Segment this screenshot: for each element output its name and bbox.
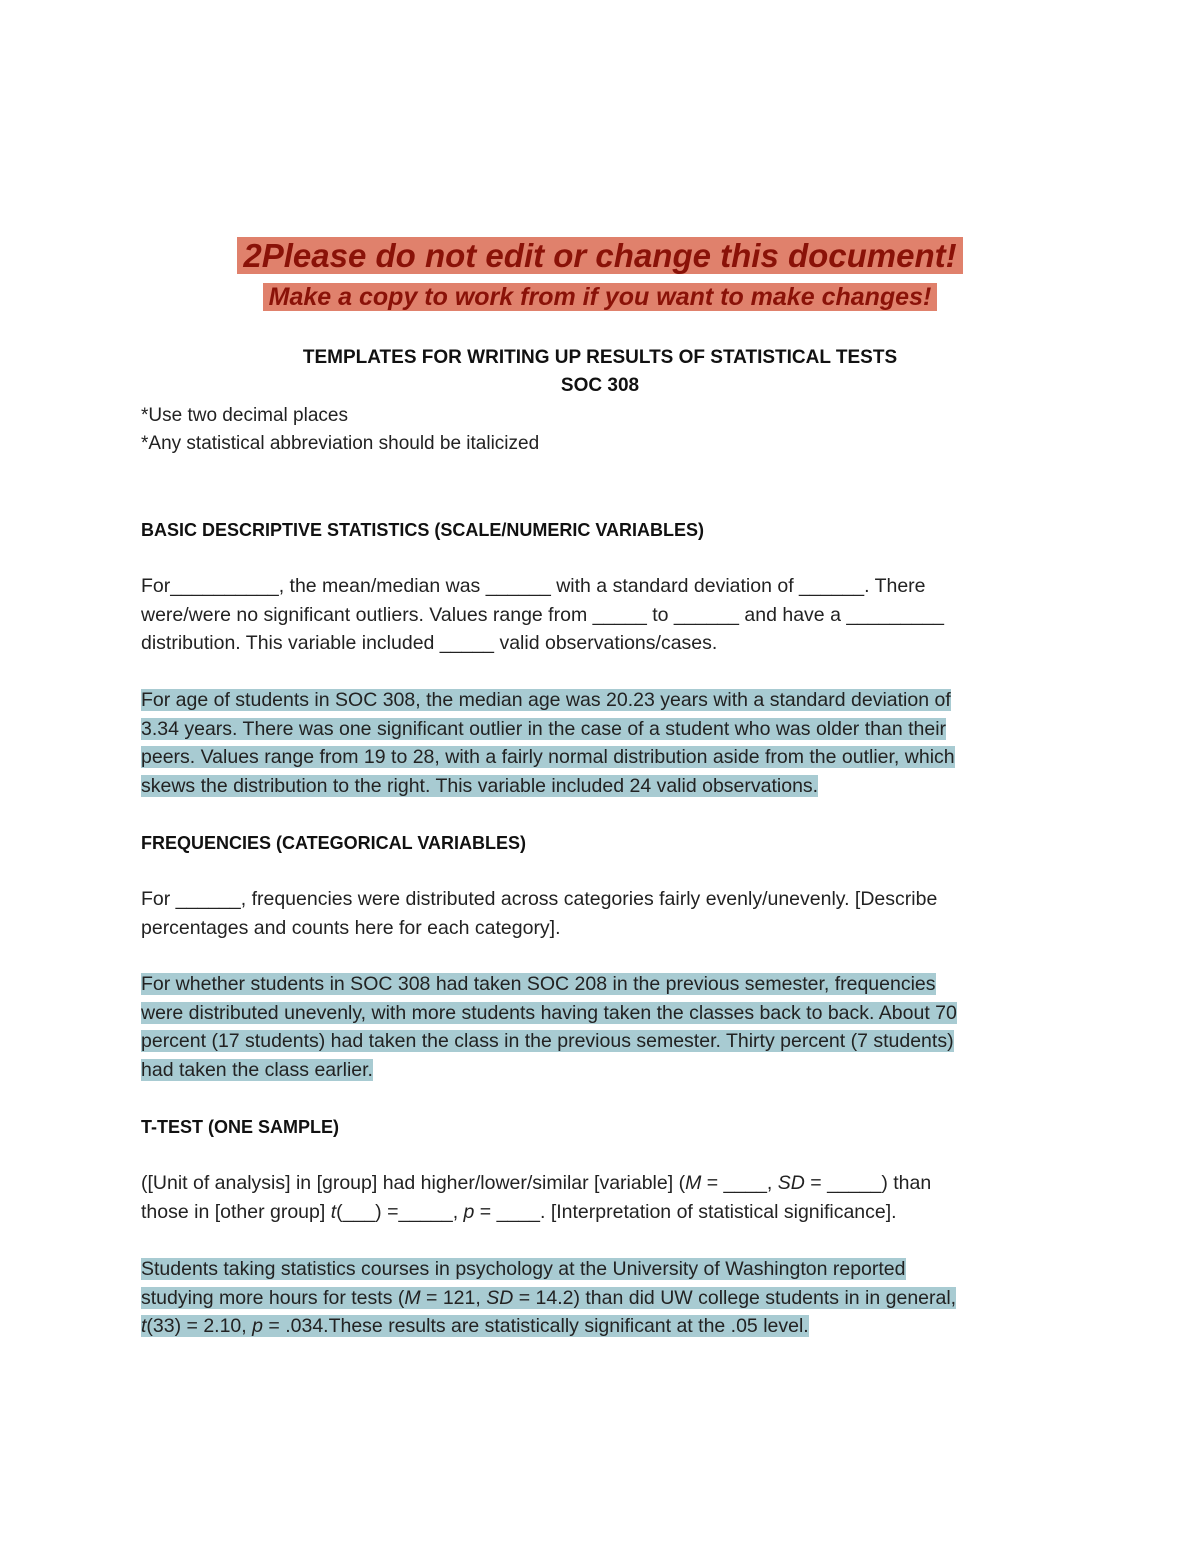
descriptive-example (141, 686, 1061, 800)
note-italicize: *Any statistical abbreviation should be italicized (141, 433, 540, 454)
heading-descriptive-statistics: BASIC DESCRIPTIVE STATISTICS (SCALE/NUMERIC VARIABLES) (141, 520, 705, 540)
note-decimal-places: *Use two decimal places (141, 405, 348, 426)
course-code: SOC 308 (560, 375, 640, 396)
template-line: percentages and counts here for each category]. (141, 916, 561, 939)
heading-t-test: T-TEST (ONE SAMPLE) (141, 1117, 339, 1137)
example-line: 3.34 years. There was one significant outlier in the case of a student who was older than their (141, 717, 947, 740)
warning-banner-line1 (0, 236, 1200, 276)
descriptive-template (141, 572, 1061, 658)
template-line: ([Unit of analysis] in [group] had higher/lower/similar [variable] (M = ____, SD = _____) than (141, 1172, 932, 1194)
template-line: distribution. This variable included _____ valid observations/cases. (141, 632, 718, 655)
example-line: t(33) = 2.10, p = .034.These results are statistically significant at the .05 level. (141, 1315, 809, 1338)
ttest-template (141, 1169, 1061, 1226)
example-line: percent (17 students) had taken the class in the previous semester. Thirty percent (7 students) (141, 1030, 954, 1053)
template-line: those in [other group] t(___) =_____, p = ____. [Interpretation of statistical significance]. (141, 1200, 897, 1223)
example-line: studying more hours for tests (M = 121, SD = 14.2) than did UW college students in in general, (141, 1286, 957, 1309)
example-line: Students taking statistics courses in psychology at the University of Washington reported (141, 1258, 906, 1280)
ttest-example (141, 1255, 1061, 1341)
example-line: peers. Values range from 19 to 28, with a fairly normal distribution aside from the outlier, which (141, 746, 955, 769)
example-line: skews the distribution to the right. This variable included 24 valid observations. (141, 774, 819, 797)
example-line: had taken the class earlier. (141, 1058, 373, 1081)
heading-frequencies: FREQUENCIES (CATEGORICAL VARIABLES) (141, 833, 527, 853)
warning-text-2: Make a copy to work from if you want to make changes! (263, 283, 938, 311)
example-line: For whether students in SOC 308 had taken SOC 208 in the previous semester, frequencies (141, 973, 936, 995)
template-line: For__________, the mean/median was ______ with a standard deviation of ______. There (141, 575, 926, 597)
frequencies-example (141, 970, 1061, 1084)
example-line: were distributed unevenly, with more students having taken the classes back to back. About 70 (141, 1001, 957, 1024)
template-line: were/were no significant outliers. Values range from _____ to ______ and have a _________ (141, 603, 944, 626)
template-line: For ______, frequencies were distributed across categories fairly evenly/unevenly. [Describe (141, 888, 938, 910)
warning-text-1: 2Please do not edit or change this document! (237, 237, 962, 274)
warning-banner-line2 (0, 282, 1200, 313)
example-line: For age of students in SOC 308, the median age was 20.23 years with a standard deviation of (141, 689, 951, 711)
document-title: TEMPLATES FOR WRITING UP RESULTS OF STATISTICAL TESTS (302, 347, 898, 368)
frequencies-template (141, 885, 1061, 942)
